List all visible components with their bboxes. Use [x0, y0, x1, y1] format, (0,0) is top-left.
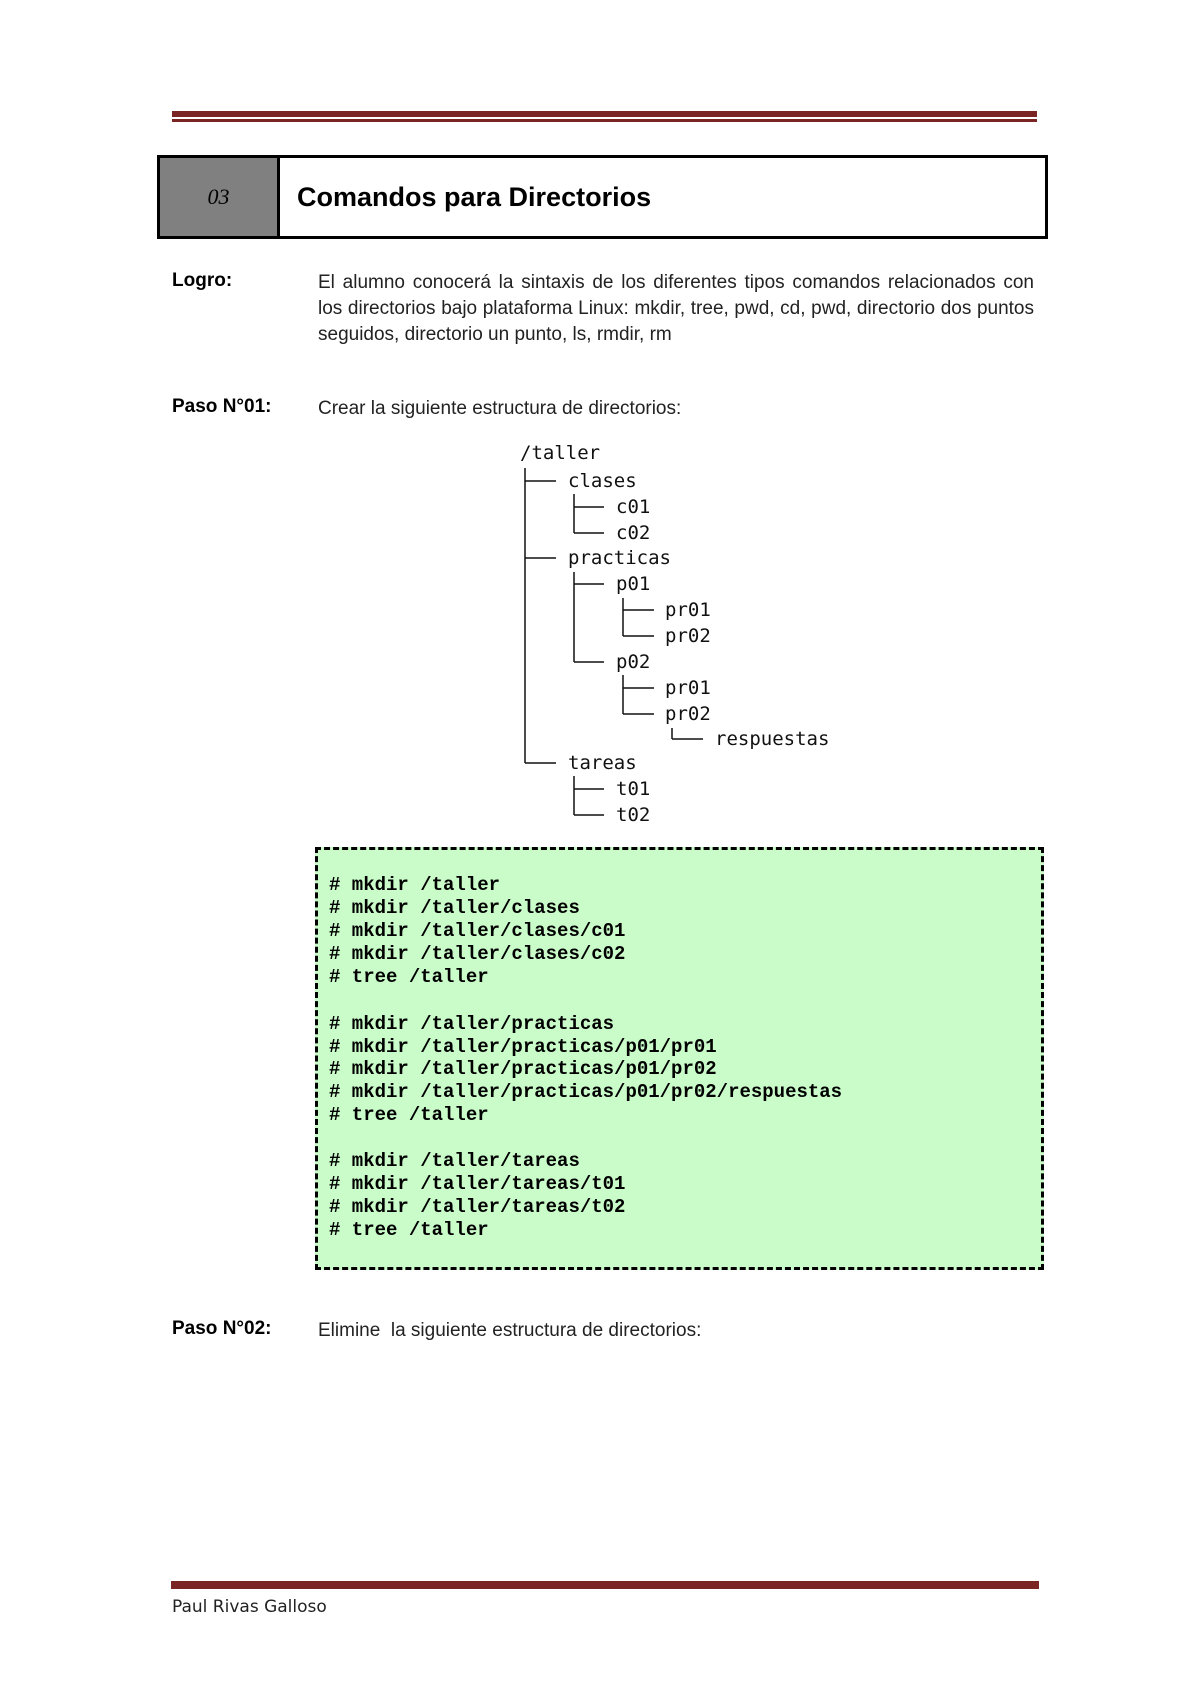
tree-node-practicas: practicas [568, 547, 671, 569]
footer-rule [171, 1581, 1039, 1589]
command-box [315, 847, 1044, 1270]
command-line: # mkdir /taller/practicas [329, 1013, 615, 1035]
paso1-label: Paso N°01: [172, 396, 272, 417]
command-line: # mkdir /taller/clases [329, 897, 580, 919]
tree-node-tareas: tareas [568, 752, 637, 774]
command-line: # mkdir /taller/practicas/p01/pr02/respuestas [329, 1081, 843, 1103]
tree-node-respuestas: respuestas [715, 728, 830, 750]
command-line: # mkdir /taller/tareas/t01 [329, 1173, 626, 1195]
paso1-text: Crear la siguiente estructura de directorios: [318, 398, 682, 419]
command-line: # mkdir /taller/clases/c02 [329, 943, 626, 965]
tree-node-t01: t01 [616, 778, 651, 800]
tree-node-p02: p02 [616, 651, 651, 673]
logro-text: El alumno conocerá la sintaxis de los diferentes tipos comandos relacionados con los directorios bajo plataforma Linux: mkdir, tree, pwd, cd, pwd, directorio dos puntos seguidos, directorio un punto, ls, rmdir, rm [318, 272, 1034, 345]
section-number: 03 [160, 158, 280, 236]
tree-node-c02: c02 [616, 522, 651, 544]
tree-node-t02: t02 [616, 804, 651, 826]
tree-node-c01: c01 [616, 496, 651, 518]
tree-node-clases: clases [568, 470, 637, 492]
header-rule-thick [172, 111, 1037, 117]
command-line: # mkdir /taller [329, 874, 501, 896]
logro-label: Logro: [172, 270, 233, 291]
paso2-label: Paso N°02: [172, 1318, 272, 1339]
command-line: # mkdir /taller/tareas [329, 1150, 580, 1172]
section-title: Comandos para Directorios [297, 182, 652, 212]
section-header [157, 155, 1048, 239]
command-line: # tree /taller [329, 966, 489, 988]
tree-node-p01: p01 [616, 573, 651, 595]
command-line: # mkdir /taller/tareas/t02 [329, 1196, 626, 1218]
tree-node-p02-pr02: pr02 [665, 703, 711, 725]
directory-tree [520, 438, 860, 838]
tree-node-taller: /taller [520, 442, 601, 464]
tree-node-p01-pr02: pr02 [665, 625, 711, 647]
header-rule-thin [172, 119, 1037, 122]
tree-node-p02-pr01: pr01 [665, 677, 711, 699]
tree-node-p01-pr01: pr01 [665, 599, 711, 621]
paso2-text: Elimine la siguiente estructura de directorios: [318, 1320, 702, 1341]
command-line: # tree /taller [329, 1219, 489, 1241]
footer-author: Paul Rivas Galloso [172, 1597, 327, 1617]
command-line: # mkdir /taller/clases/c01 [329, 920, 626, 942]
command-line: # mkdir /taller/practicas/p01/pr02 [329, 1058, 717, 1080]
command-line: # mkdir /taller/practicas/p01/pr01 [329, 1036, 717, 1058]
command-line: # tree /taller [329, 1104, 489, 1126]
